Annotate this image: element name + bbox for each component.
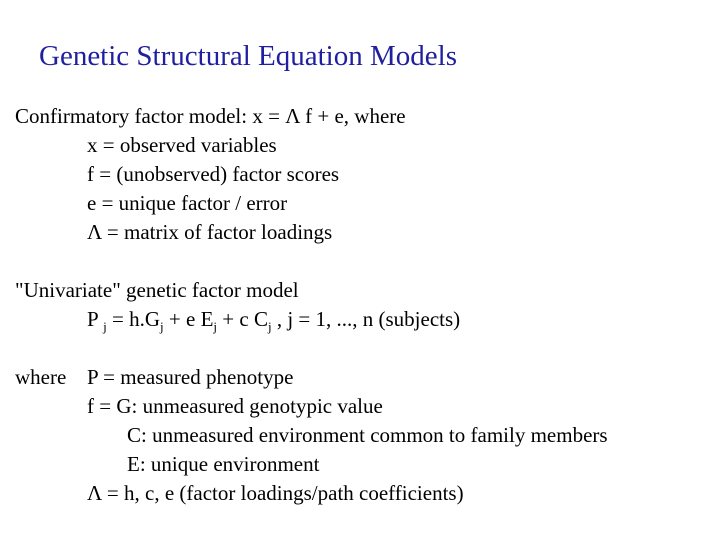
eq-sub-j: j: [267, 319, 272, 334]
eq-part-1: = h.G: [106, 307, 161, 331]
cfa-def-lambda: Λ = matrix of factor loadings: [87, 220, 333, 244]
where-line-e: E: unique environment: [127, 452, 320, 476]
univariate-equation: [87, 306, 460, 332]
eq-part-3: + c C: [217, 307, 268, 331]
eq-sub-j: j: [160, 319, 164, 334]
eq-part-2: + e E: [163, 307, 214, 331]
slide-title: Genetic Structural Equation Models: [39, 40, 457, 72]
eq-sub-j: j: [103, 319, 107, 334]
eq-sub-j: j: [213, 319, 218, 334]
cfa-heading: Confirmatory factor model: x = Λ f + e, where: [15, 104, 406, 128]
eq-part-4: , j = 1, ..., n (subjects): [271, 307, 461, 331]
eq-p: P: [87, 307, 98, 331]
cfa-def-x: x = observed variables: [87, 133, 277, 157]
where-line-lambda: Λ = h, c, e (factor loadings/path coefficients): [87, 481, 464, 505]
cfa-def-e: e = unique factor / error: [87, 191, 288, 215]
where-label: where: [15, 365, 67, 389]
where-line-p: P = measured phenotype: [87, 365, 294, 389]
where-line-c: C: unmeasured environment common to family members: [127, 423, 608, 447]
univariate-heading: "Univariate" genetic factor model: [15, 278, 299, 302]
where-line-f: f = G: unmeasured genotypic value: [87, 394, 383, 418]
cfa-def-f: f = (unobserved) factor scores: [87, 162, 340, 186]
